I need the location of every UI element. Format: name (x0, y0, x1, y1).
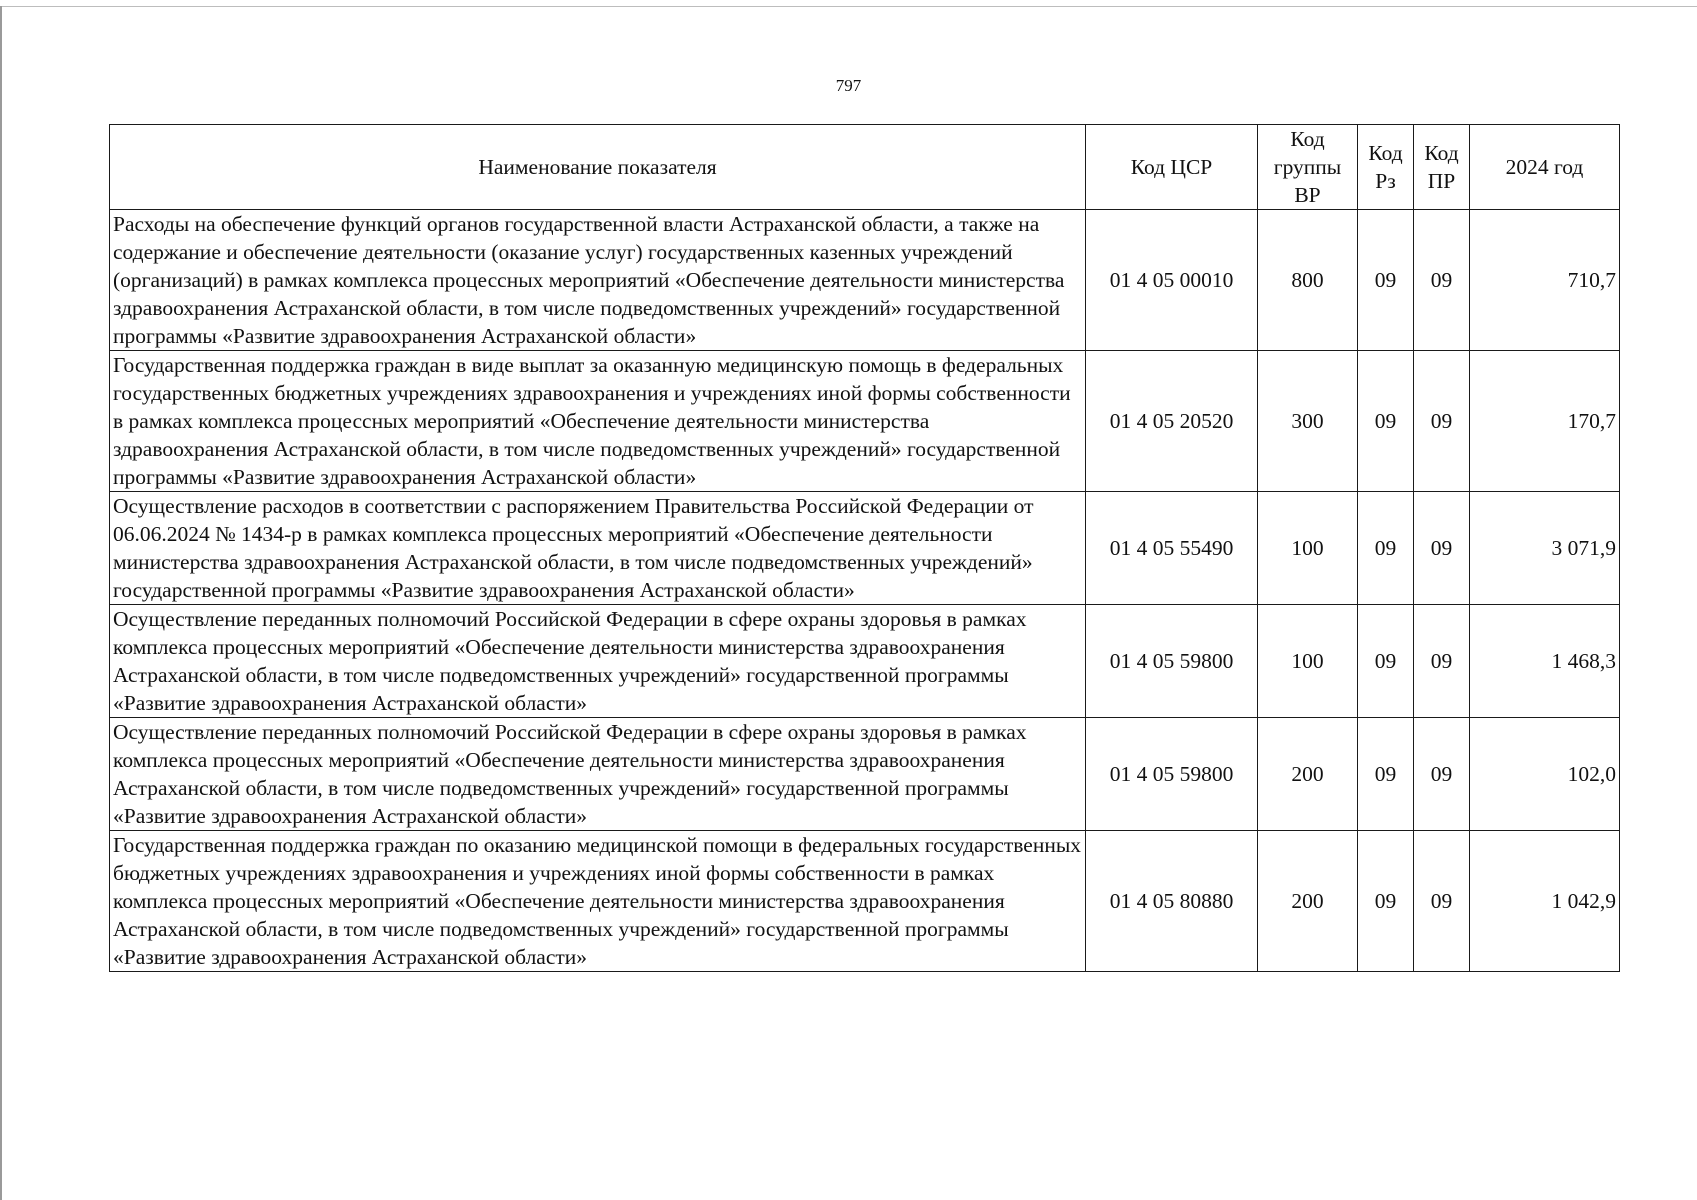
row-csr: 01 4 05 55490 (1086, 492, 1258, 605)
row-vr: 200 (1258, 718, 1358, 831)
row-pr: 09 (1414, 492, 1470, 605)
table-row (110, 492, 1620, 605)
row-rz: 09 (1358, 831, 1414, 972)
page-number: 797 (835, 76, 862, 95)
table-row (110, 605, 1620, 718)
table-row (110, 831, 1620, 972)
row-csr: 01 4 05 80880 (1086, 831, 1258, 972)
header-vr: Код группы ВР (1258, 125, 1358, 210)
row-amount: 170,7 (1470, 351, 1620, 492)
row-vr: 100 (1258, 605, 1358, 718)
row-amount: 710,7 (1470, 210, 1620, 351)
scan-edge-left (0, 6, 2, 1200)
row-name: Государственная поддержка граждан по оказанию медицинской помощи в федеральных государственных бюджетных учреждениях здравоохранения и учреждениях иной формы собственности в рамках комплекса процессных мероприятий «Обеспечение деятельности министерства здравоохранения Астраханской области, в том числе подведомственных учреждений» государственной программы «Развитие здравоохранения Астраханской области» (110, 831, 1086, 972)
row-name: Расходы на обеспечение функций органов государственной власти Астраханской области, а также на содержание и обеспечение деятельности (оказание услуг) государственных казенных учреждений (организаций) в рамках комплекса процессных мероприятий «Обеспечение деятельности министерства здравоохранения Астраханской области, в том числе подведомственных учреждений» государственной программы «Развитие здравоохранения Астраханской области» (110, 210, 1086, 351)
row-name: Осуществление переданных полномочий Российской Федерации в сфере охраны здоровья в рамках комплекса процессных мероприятий «Обеспечение деятельности министерства здравоохранения Астраханской области, в том числе подведомственных учреждений» государственной программы «Развитие здравоохранения Астраханской области» (110, 718, 1086, 831)
row-pr: 09 (1414, 351, 1470, 492)
table-row (110, 718, 1620, 831)
row-vr: 300 (1258, 351, 1358, 492)
header-year: 2024 год (1470, 125, 1620, 210)
row-csr: 01 4 05 59800 (1086, 718, 1258, 831)
row-csr: 01 4 05 59800 (1086, 605, 1258, 718)
row-csr: 01 4 05 00010 (1086, 210, 1258, 351)
row-csr: 01 4 05 20520 (1086, 351, 1258, 492)
row-pr: 09 (1414, 605, 1470, 718)
row-rz: 09 (1358, 351, 1414, 492)
row-rz: 09 (1358, 718, 1414, 831)
row-vr: 100 (1258, 492, 1358, 605)
row-vr: 800 (1258, 210, 1358, 351)
row-pr: 09 (1414, 831, 1470, 972)
row-rz: 09 (1358, 605, 1414, 718)
row-amount: 102,0 (1470, 718, 1620, 831)
row-rz: 09 (1358, 492, 1414, 605)
header-name: Наименование показателя (110, 125, 1086, 210)
budget-table (109, 124, 1620, 972)
header-csr: Код ЦСР (1086, 125, 1258, 210)
row-amount: 3 071,9 (1470, 492, 1620, 605)
header-rz: Код Рз (1358, 125, 1414, 210)
header-pr: Код ПР (1414, 125, 1470, 210)
table-body (110, 210, 1620, 972)
row-name: Осуществление переданных полномочий Российской Федерации в сфере охраны здоровья в рамках комплекса процессных мероприятий «Обеспечение деятельности министерства здравоохранения Астраханской области, в том числе подведомственных учреждений» государственной программы «Развитие здравоохранения Астраханской области» (110, 605, 1086, 718)
scan-edge-top (0, 6, 1697, 7)
row-pr: 09 (1414, 210, 1470, 351)
table-header (110, 125, 1620, 210)
row-name: Государственная поддержка граждан в виде выплат за оказанную медицинскую помощь в федеральных государственных бюджетных учреждениях здравоохранения и учреждениях иной формы собственности в рамках комплекса процессных мероприятий «Обеспечение деятельности министерства здравоохранения Астраханской области, в том числе подведомственных учреждений» государственной программы «Развитие здравоохранения Астраханской области» (110, 351, 1086, 492)
table-row (110, 210, 1620, 351)
row-vr: 200 (1258, 831, 1358, 972)
table-row (110, 351, 1620, 492)
row-name: Осуществление расходов в соответствии с распоряжением Правительства Российской Федерации от 06.06.2024 № 1434-р в рамках комплекса процессных мероприятий «Обеспечение деятельности министерства здравоохранения Астраханской области, в том числе подведомственных учреждений» государственной программы «Развитие здравоохранения Астраханской области» (110, 492, 1086, 605)
row-pr: 09 (1414, 718, 1470, 831)
header-row (110, 125, 1620, 210)
row-amount: 1 468,3 (1470, 605, 1620, 718)
row-rz: 09 (1358, 210, 1414, 351)
row-amount: 1 042,9 (1470, 831, 1620, 972)
